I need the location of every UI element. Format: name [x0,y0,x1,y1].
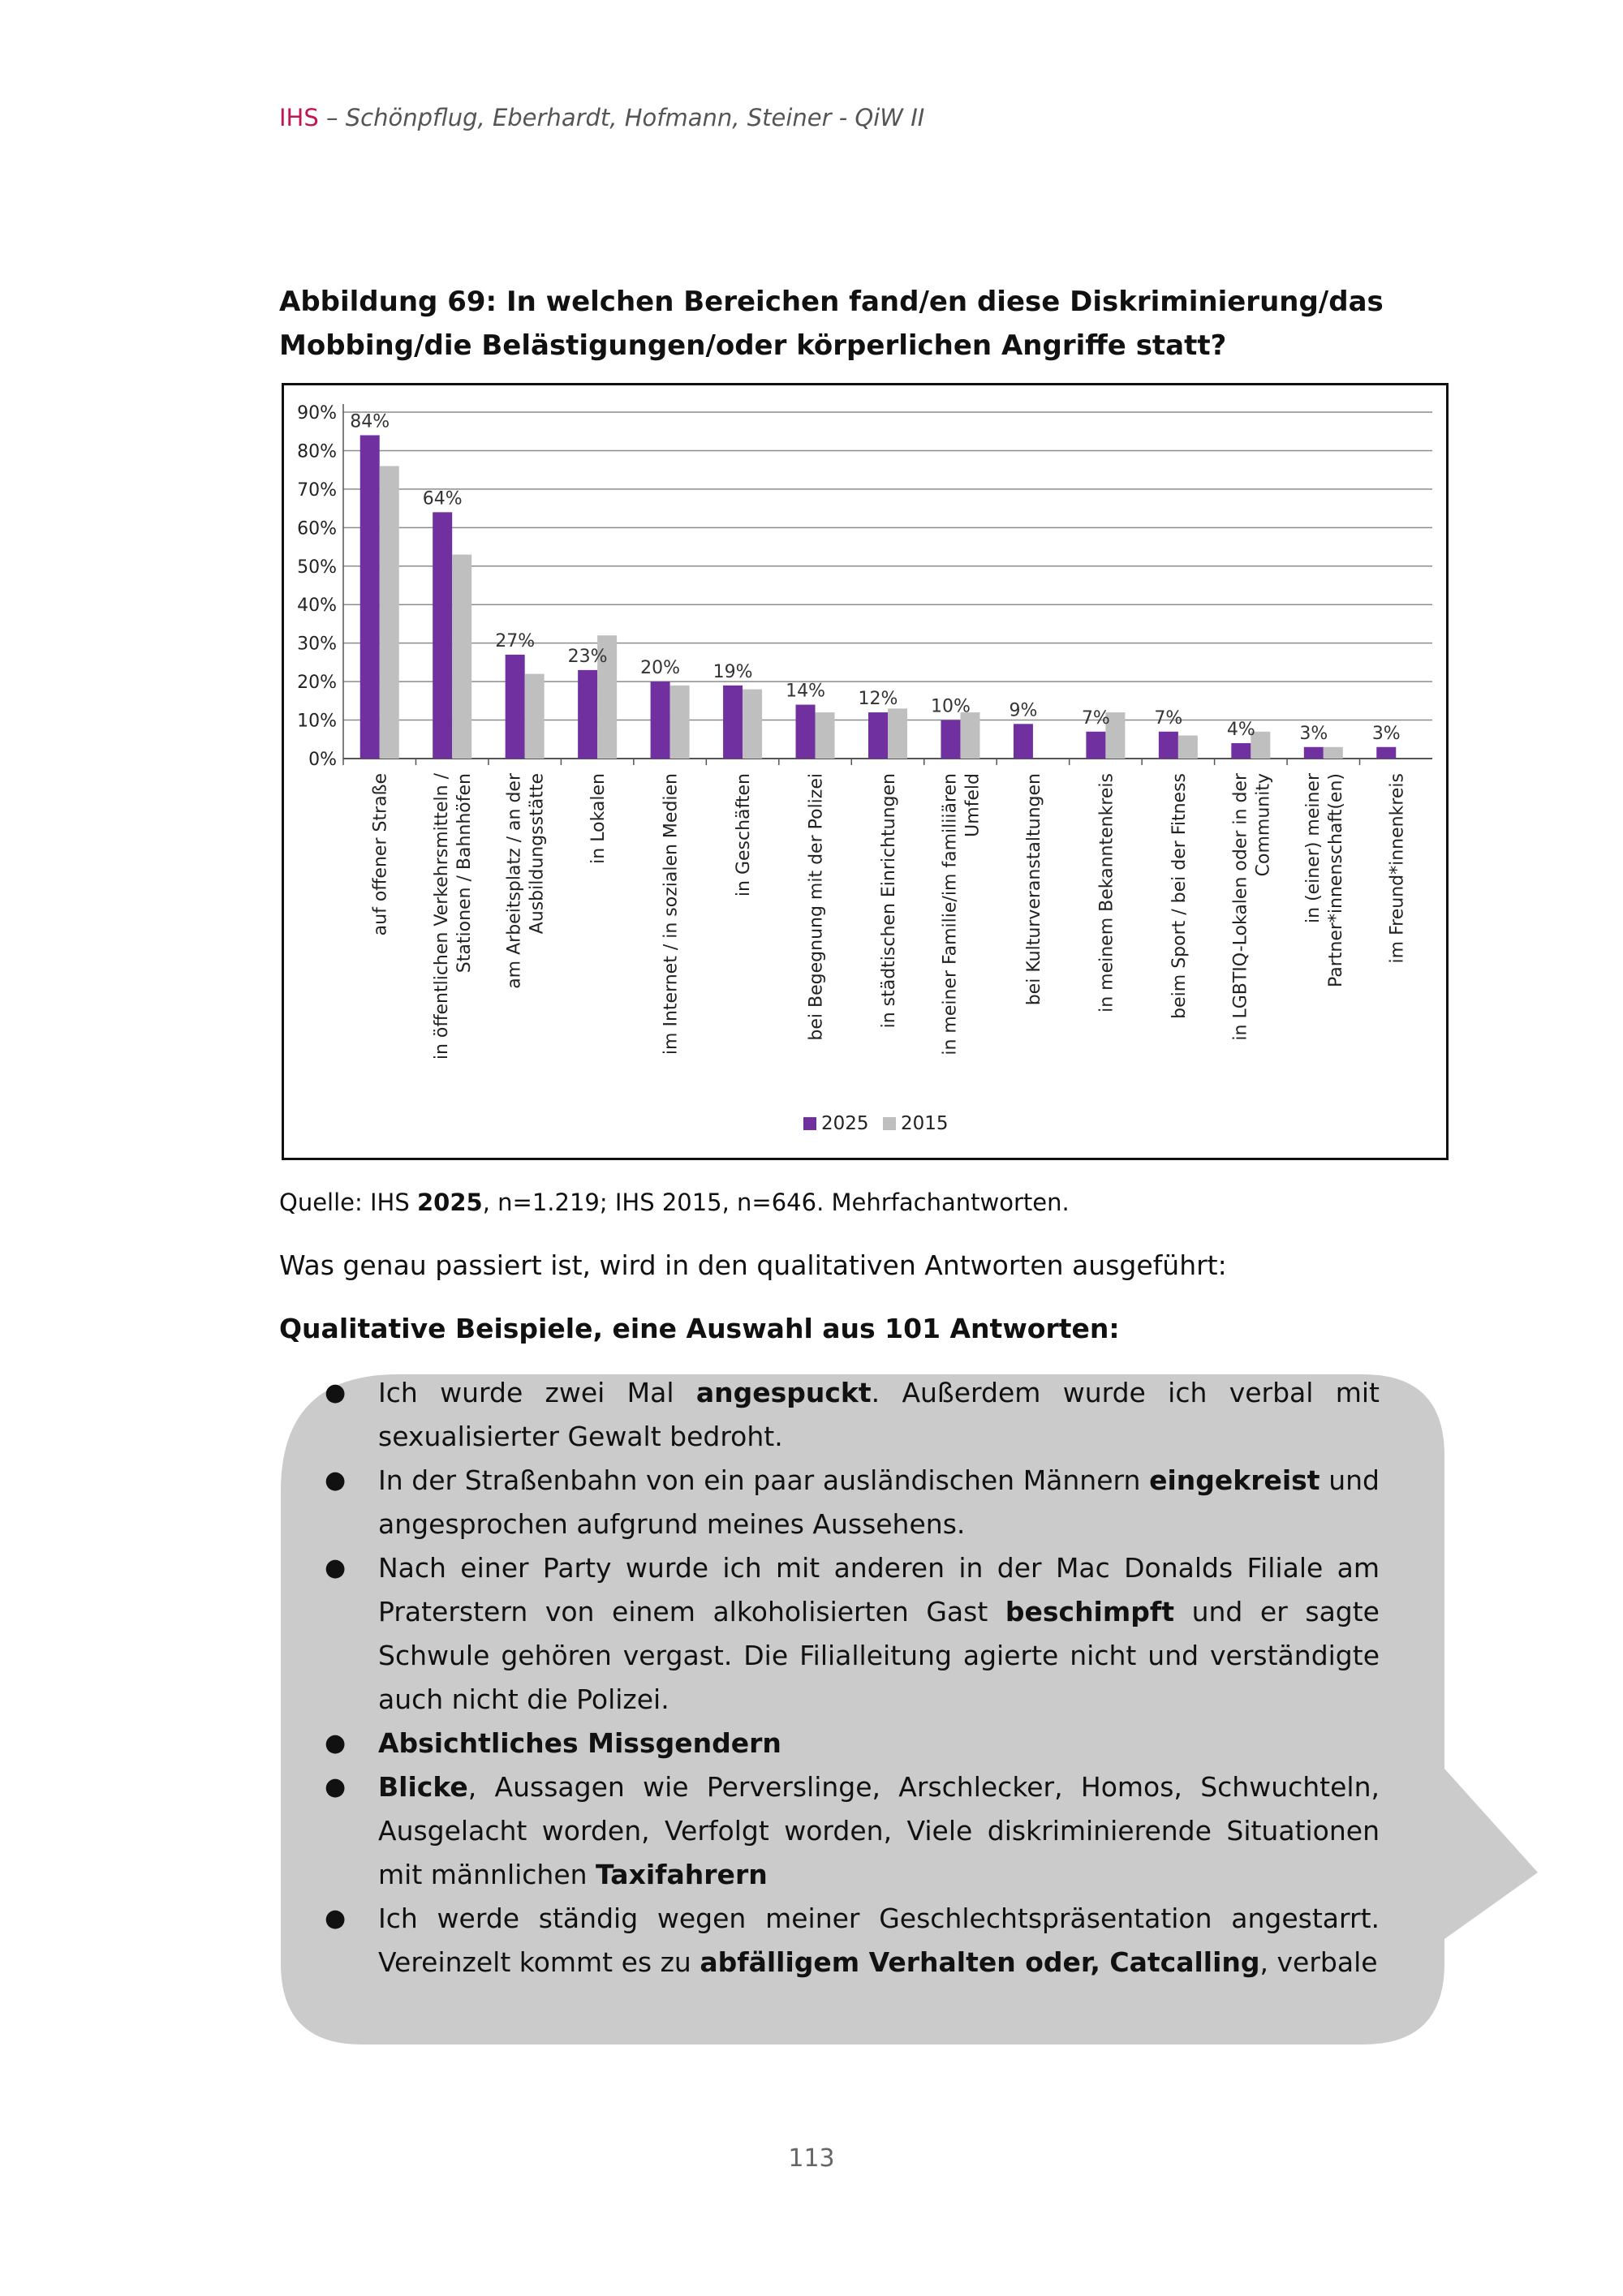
bullet-icon: ● [325,1466,347,1494]
category-label-line: im Internet / in sozialen Medien [661,773,682,1056]
quote-emphasis: abfälligem Verhalten oder, Catcalling [700,1946,1260,1978]
quote-text: Ich wurde zwei Mal [378,1377,696,1408]
quote-text: , Aussagen wie Perverslinge, Arschlecker, Homos, Schwuchteln, Ausgelacht worden, Verfolgt worden, Viele diskriminierende Situationen mit männlichen [378,1771,1380,1890]
data-label: 20% [640,658,681,679]
legend-label: 2015 [901,1113,949,1134]
y-tick-label: 40% [297,595,337,617]
category-label-line: bei Kulturveranstaltungen [1023,773,1044,1006]
category-label-line: in städtischen Einrichtungen [879,773,899,1029]
source-suffix: , n=1.219; IHS 2015, n=646. Mehrfachantworten. [482,1189,1070,1216]
quote-emphasis: Taxifahrern [596,1859,768,1890]
y-tick-label: 50% [297,557,337,578]
data-label: 7% [1154,707,1183,729]
category-label-line: Partner*innenschaft(en) [1325,773,1346,988]
data-label: 12% [858,689,898,710]
category-label-line: in LGBTIQ-Lokalen oder in der [1230,773,1251,1041]
data-label: 14% [786,681,825,702]
quote-item [325,1459,1380,1546]
data-label: 23% [567,646,608,667]
quote-item [325,1765,1380,1897]
quote-text: Ich werde ständig wegen meiner Geschlechtspräsentation angestarrt. Vereinzelt kommt es zu [378,1903,1380,1978]
y-tick-label: 60% [297,518,337,540]
y-tick-label: 20% [297,673,337,694]
category-label-line: in öffentlichen Verkehrsmitteln / [432,773,453,1060]
bullet-icon: ● [325,1773,347,1801]
category-label-line: auf offener Straße [370,773,391,936]
quote-emphasis: angespuckt [695,1377,872,1408]
category-label-line: beim Sport / bei der Fitness [1169,773,1190,1019]
y-tick-label: 0% [308,750,337,770]
source-prefix: Quelle: IHS [279,1189,417,1216]
category-label-line: am Arbeitsplatz / an der [504,773,525,989]
legend-label: 2025 [821,1113,869,1134]
header-authors: – Schönpflug, Eberhardt, Hofmann, Steiner - QiW II [326,104,925,131]
category-label-line: bei Begegnung mit der Polizei [806,773,827,1041]
y-tick-label: 70% [297,479,337,501]
data-label: 19% [712,661,753,682]
category-label-line: in meiner Familie/im familiiären [940,773,961,1056]
header-brand: IHS [279,104,319,131]
data-label: 9% [1009,700,1038,721]
bullet-icon: ● [325,1729,347,1757]
y-tick-label: 90% [297,403,337,424]
page-number: 113 [788,2144,835,2173]
quote-emphasis: Absichtliches Missgendern [378,1727,781,1759]
data-label: 7% [1081,707,1110,729]
quote-list [325,1371,1380,1984]
data-label: 3% [1299,723,1328,744]
intro-text: Was genau passiert ist, wird in den qualitativen Antworten ausgeführt: [279,1249,1227,1281]
quote-item [325,1371,1380,1459]
quote-text: und angesprochen aufgrund meines Aussehens. [378,1464,1380,1540]
category-label-line: Ausbildungsstätte [527,773,548,935]
quote-text: , verbale [1259,1946,1378,1978]
quote-emphasis: Blicke [378,1771,468,1803]
quote-text: Nach einer Party wurde ich mit anderen in der Mac Donalds Filiale am Praterstern von einem alkoholisierten Gast [378,1552,1380,1627]
quote-text: und er sagte Schwule gehören vergast. Die Filialleitung agierte nicht und verständigte auch nicht die Polizei. [378,1596,1380,1715]
quote-emphasis: beschimpft [1005,1596,1175,1627]
data-label: 27% [495,630,536,651]
bullet-icon: ● [325,1904,347,1933]
quote-item [325,1897,1380,1984]
y-tick-label: 80% [297,441,337,462]
y-tick-label: 30% [297,634,337,655]
quote-item [325,1546,1380,1722]
data-label: 10% [931,696,971,717]
figure-title: Abbildung 69: In welchen Bereichen fand/en diese Diskriminierung/das Mobbing/die Belästigungen/oder körperlichen Angriffe statt? [279,286,1384,362]
category-label-line: im Freund*innenkreis [1387,773,1408,964]
quote-item [325,1722,1380,1765]
data-label: 3% [1371,723,1401,744]
category-label-line: Umfeld [962,773,984,837]
y-tick-label: 10% [297,711,337,732]
data-label: 4% [1226,720,1255,741]
data-label: 64% [422,488,463,510]
category-label-line: Stationen / Bahnhöfen [454,773,476,974]
examples-title: Qualitative Beispiele, eine Auswahl aus 101 Antworten: [279,1313,1120,1344]
quote-text: . Außerdem wurde ich verbal mit sexualisierter Gewalt bedroht. [378,1377,1380,1452]
quote-text: In der Straßenbahn von ein paar ausländischen Männern [378,1464,1150,1496]
bullet-icon: ● [325,1378,347,1407]
source-year-bold: 2025 [416,1189,483,1216]
data-label: 84% [350,411,390,432]
quote-emphasis: eingekreist [1149,1464,1320,1496]
category-label-line: in meinem Bekanntenkreis [1096,773,1117,1013]
category-label-line: in Geschäften [734,773,755,897]
bullet-icon: ● [325,1554,347,1582]
category-label-line: in (einer) meiner [1302,773,1324,923]
category-label-line: Community [1253,773,1274,877]
category-label-line: in Lokalen [588,773,609,864]
